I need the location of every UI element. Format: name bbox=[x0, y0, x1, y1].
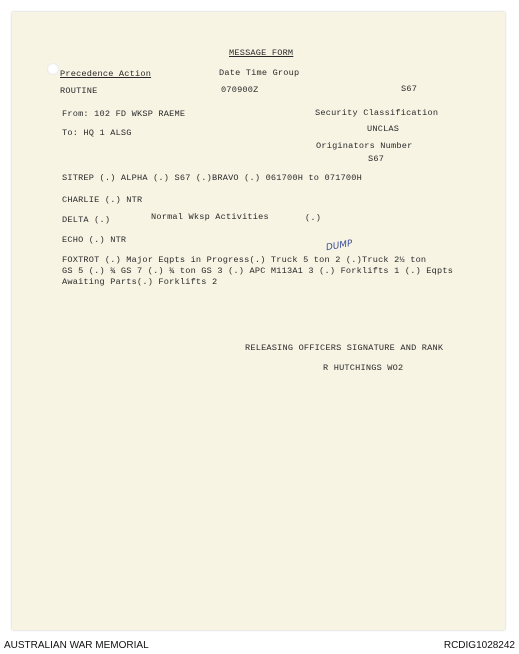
precedence-label: Precedence Action bbox=[60, 69, 152, 79]
security-label: Security Classification bbox=[315, 108, 439, 118]
document-page bbox=[12, 12, 505, 630]
delta-prefix: DELTA (.) bbox=[62, 215, 111, 225]
security-value: UNCLAS bbox=[367, 124, 400, 134]
originators-label: Originators Number bbox=[316, 141, 413, 151]
dtg-value: 070900Z bbox=[221, 85, 259, 95]
reference-number: S67 bbox=[401, 84, 418, 94]
precedence-value: ROUTINE bbox=[60, 86, 98, 96]
charlie-line: CHARLIE (.) NTR bbox=[62, 195, 143, 205]
foxtrot-line-2: GS 5 (.) ¾ GS 7 (.) ¾ ton GS 3 (.) APC M113A1 3 (.) Forklifts 1 (.) Eqpts bbox=[62, 266, 454, 276]
footer-source: AUSTRALIAN WAR MEMORIAL bbox=[4, 640, 149, 651]
from-line: From: 102 FD WKSP RAEME bbox=[62, 109, 186, 119]
footer-reference: RCDIG1028242 bbox=[443, 640, 515, 651]
originators-value: S67 bbox=[368, 154, 385, 164]
punch-hole bbox=[47, 63, 59, 75]
delta-text: Normal Wksp Activities bbox=[151, 212, 269, 222]
form-title: MESSAGE FORM bbox=[229, 48, 294, 58]
foxtrot-line-1: FOXTROT (.) Major Eqpts in Progress(.) Truck 5 ton 2 (.)Truck 2½ ton bbox=[62, 255, 427, 265]
delta-suffix: (.) bbox=[305, 213, 322, 223]
echo-line: ECHO (.) NTR bbox=[62, 235, 127, 245]
foxtrot-line-3: Awaiting Parts(.) Forklifts 2 bbox=[62, 277, 218, 287]
handwritten-annotation: DUMP bbox=[325, 238, 354, 254]
signature-label: RELEASING OFFICERS SIGNATURE AND RANK bbox=[245, 343, 444, 353]
dtg-label: Date Time Group bbox=[219, 68, 300, 78]
signature-name: R HUTCHINGS WO2 bbox=[323, 363, 404, 373]
sitrep-line: SITREP (.) ALPHA (.) S67 (.)BRAVO (.) 061700H to 071700H bbox=[62, 173, 362, 183]
to-line: To: HQ 1 ALSG bbox=[62, 128, 132, 138]
